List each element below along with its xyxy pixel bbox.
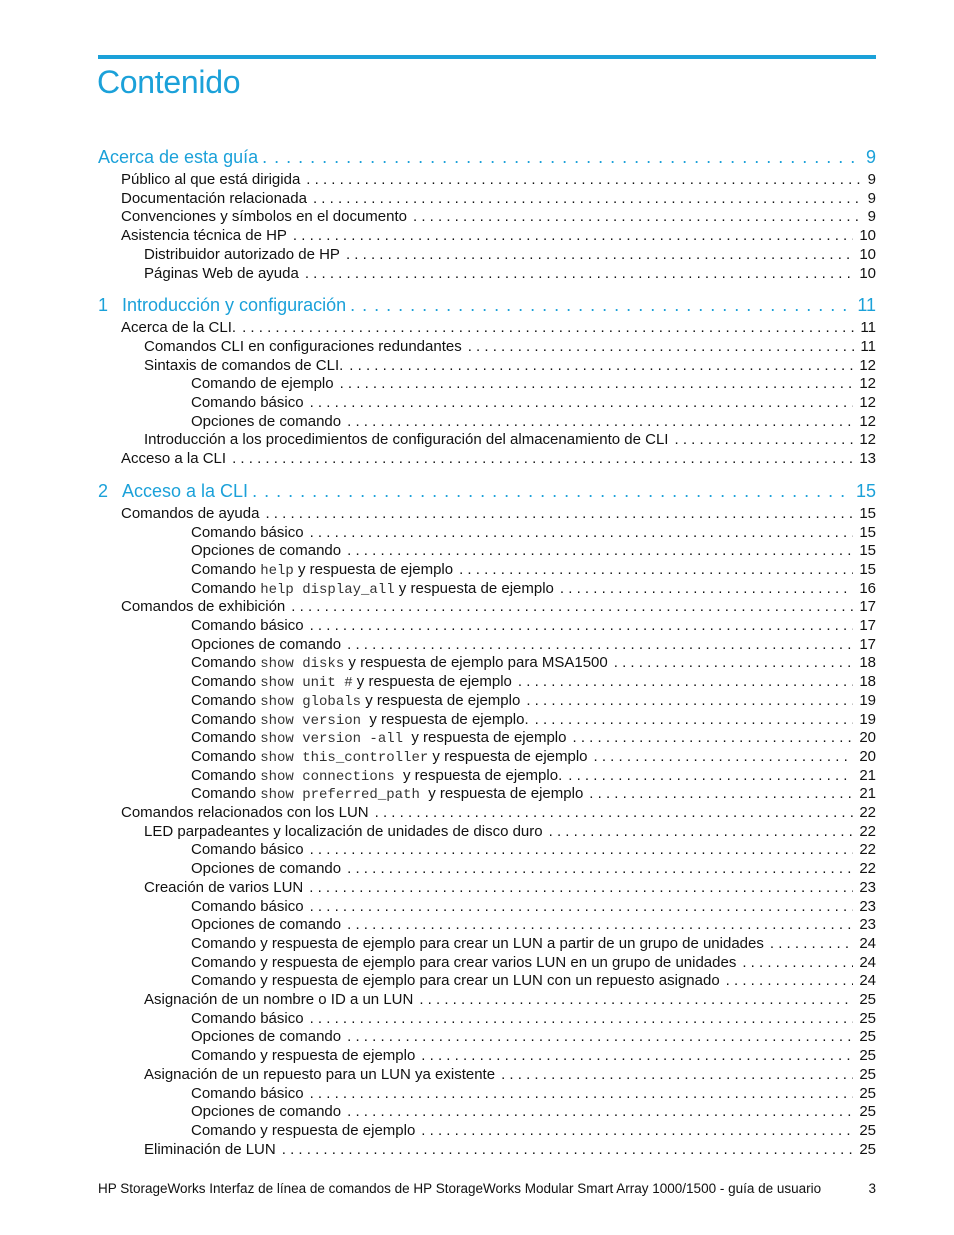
toc-title-text: Comando básico — [191, 841, 304, 859]
toc-entry[interactable] — [191, 394, 876, 413]
toc-page-number: 25 — [859, 1047, 876, 1065]
toc-title-text: Asignación de un repuesto para un LUN ya existente — [144, 1065, 496, 1083]
toc-title-text: y respuesta de ejemplo — [361, 691, 521, 709]
toc-title-text: Comando y respuesta de ejemplo para crear un LUN a partir de un grupo de unidades — [191, 934, 764, 952]
toc-entry[interactable] — [191, 413, 876, 432]
toc-dot-leader — [291, 598, 853, 615]
toc-entry[interactable] — [144, 338, 876, 357]
toc-entry-title — [191, 1085, 304, 1102]
toc-title-text: Comando — [191, 560, 261, 578]
toc-entry-title — [191, 394, 304, 411]
toc-entry[interactable] — [191, 542, 876, 561]
toc-page-number: 24 — [859, 934, 876, 952]
toc-title-text: Comando de ejemplo — [191, 375, 334, 393]
toc-dot-leader — [614, 654, 854, 671]
toc-page-number: 17 — [859, 635, 876, 653]
toc-dot-leader — [742, 954, 853, 971]
toc-dot-leader — [375, 804, 854, 821]
toc-dot-leader — [770, 935, 853, 952]
toc-dot-leader — [305, 265, 853, 282]
toc-dot-leader — [560, 580, 853, 597]
toc-dot-leader — [589, 785, 853, 802]
toc-title-text: Opciones de comando — [191, 1103, 342, 1121]
page-footer — [98, 1181, 876, 1196]
toc-entry[interactable] — [191, 580, 876, 599]
toc-dot-leader — [232, 450, 853, 467]
toc-entry-title — [144, 991, 413, 1008]
toc-entry[interactable] — [191, 1047, 876, 1066]
toc-dot-leader — [340, 375, 854, 392]
toc-page-number: 25 — [859, 1065, 876, 1083]
toc-page-number: 25 — [859, 1140, 876, 1158]
toc-dot-leader — [252, 481, 852, 502]
toc-page-number: 22 — [859, 860, 876, 878]
toc-title-text: LED parpadeantes y localización de unidades de disco duro — [144, 822, 543, 840]
toc-dot-leader — [310, 898, 854, 915]
toc-entry-title — [121, 227, 287, 244]
toc-page-number: 20 — [859, 729, 876, 747]
toc-entry-title — [191, 748, 588, 766]
toc-page-number: 10 — [859, 264, 876, 282]
toc-title-text: Comando básico — [191, 394, 304, 411]
toc-page-number: 12 — [859, 375, 876, 393]
toc-dot-leader — [468, 338, 855, 355]
toc-entry[interactable] — [144, 265, 876, 284]
toc-title-text: Comando básico — [191, 1009, 304, 1027]
toc-chapter-entry[interactable] — [98, 147, 876, 171]
toc-title-text: Comando básico — [191, 1084, 304, 1102]
toc-command-code: show version -all — [260, 731, 404, 748]
toc-page-number: 24 — [859, 953, 876, 971]
toc-page-number: 15 — [859, 560, 876, 578]
toc-dot-leader — [347, 1103, 853, 1120]
toc-title-text: Páginas Web de ayuda — [144, 264, 299, 282]
toc-title-text: Comando y respuesta de ejemplo para crear varios LUN en un grupo de unidades — [191, 953, 737, 971]
toc-entry[interactable] — [191, 1028, 876, 1047]
toc-title-text: Creación de varios LUN — [144, 878, 304, 896]
toc-page-number: 11 — [857, 295, 876, 316]
toc-entry-title — [191, 1010, 304, 1027]
toc-entry-title — [191, 711, 529, 729]
toc-dot-leader — [526, 692, 853, 709]
toc-title-text: Comando básico — [191, 897, 304, 915]
toc-entry[interactable] — [191, 954, 876, 973]
toc-entry-title — [191, 785, 583, 803]
toc-page-number: 23 — [859, 897, 876, 915]
toc-entry[interactable] — [121, 598, 876, 617]
toc-entry-title — [191, 542, 341, 559]
toc-page-number: 18 — [859, 673, 876, 691]
toc-entry[interactable] — [144, 246, 876, 265]
toc-command-code: show connections — [260, 768, 395, 785]
toc-command-code: help — [260, 562, 294, 579]
toc-dot-leader — [347, 860, 853, 877]
toc-title-text: Comando — [191, 785, 261, 803]
toc-dot-leader — [282, 1141, 854, 1158]
toc-dot-leader — [310, 1085, 854, 1102]
toc-entry-title — [144, 431, 668, 448]
toc-entry[interactable] — [191, 561, 876, 580]
toc-page-number: 18 — [859, 654, 876, 672]
toc-page-number: 21 — [859, 766, 876, 784]
toc-title-text: Comando — [191, 579, 261, 597]
toc-page-number: 17 — [859, 617, 876, 634]
toc-entry[interactable] — [144, 431, 876, 450]
toc-entry[interactable] — [121, 319, 876, 338]
toc-entry-title — [191, 654, 608, 672]
footer-page-number: 3 — [868, 1181, 876, 1196]
toc-chapter-number: 1 — [98, 295, 109, 316]
toc-title-text: Comando básico — [191, 617, 304, 634]
toc-entry-title — [191, 972, 720, 989]
toc-title-text: Opciones de comando — [191, 635, 342, 653]
toc-dot-leader — [293, 227, 853, 244]
toc-title-text: Público al que está dirigida — [121, 171, 301, 188]
toc-title-text: Opciones de comando — [191, 916, 342, 934]
toc-title-text: Comando — [191, 766, 261, 784]
toc-page-number: 12 — [859, 394, 876, 411]
toc-entry-title — [191, 1047, 415, 1064]
toc-page-number: 12 — [859, 431, 876, 449]
toc-title-text: Comandos de exhibición — [121, 598, 286, 616]
toc-entry-title — [191, 767, 562, 785]
toc-entry[interactable] — [121, 804, 876, 823]
toc-entry[interactable] — [144, 357, 876, 376]
toc-entry-title — [191, 841, 304, 858]
toc-page-number: 15 — [859, 504, 876, 522]
toc-title-text: Comando — [191, 729, 261, 747]
toc-entry-title — [144, 338, 462, 355]
toc-page-number: 10 — [859, 245, 876, 263]
toc-dot-leader — [349, 357, 853, 374]
toc-chapter-entry[interactable] — [98, 481, 876, 505]
toc-entry[interactable] — [191, 935, 876, 954]
toc-page-number: 9 — [867, 208, 876, 226]
toc-entry-title — [144, 823, 543, 840]
toc-title-text: y respuesta de ejemplo — [419, 785, 584, 803]
toc-dot-leader — [242, 319, 854, 336]
toc-page-number: 25 — [859, 1084, 876, 1102]
toc-dot-leader — [421, 1047, 853, 1064]
toc-title-text: Opciones de comando — [191, 860, 342, 878]
toc-title-text: y respuesta de ejemplo — [403, 729, 567, 747]
toc-dot-leader — [313, 190, 862, 207]
toc-page-number: 10 — [859, 227, 876, 245]
toc-page-number: 19 — [859, 710, 876, 728]
toc-page-number: 17 — [859, 598, 876, 616]
toc-entry[interactable] — [191, 916, 876, 935]
toc-entry[interactable] — [191, 729, 876, 748]
toc-title-text: Comando — [191, 710, 261, 728]
toc-title-text: Comando básico — [191, 523, 304, 541]
toc-command-code: show preferred_path — [260, 787, 420, 804]
toc-entry[interactable] — [191, 785, 876, 804]
toc-entry-title — [121, 505, 259, 522]
toc-page-number: 16 — [859, 579, 876, 597]
toc-entry-title — [121, 171, 300, 188]
toc-entry-title — [98, 147, 258, 168]
toc-dot-leader — [459, 561, 853, 578]
toc-title-text: Sintaxis de comandos de CLI. — [144, 356, 344, 374]
toc-title-text: Comando y respuesta de ejemplo — [191, 1047, 416, 1065]
toc-entry-title — [191, 860, 341, 877]
toc-title-text: Comando — [191, 673, 261, 691]
toc-command-code: help display_all — [260, 581, 395, 598]
toc-page-number: 9 — [865, 147, 876, 167]
toc-page-number: 12 — [859, 412, 876, 430]
toc-title-text: Asistencia técnica de HP — [121, 227, 287, 245]
toc-command-code: show this_controller — [260, 749, 429, 766]
toc-chapter-number: 2 — [98, 480, 109, 501]
toc-entry-title — [122, 481, 248, 502]
toc-entry-title — [191, 1122, 415, 1139]
toc-entry[interactable] — [144, 823, 876, 842]
toc-title-text: Eliminación de LUN — [144, 1140, 276, 1158]
toc-dot-leader — [309, 879, 853, 896]
toc-page-number: 20 — [859, 747, 876, 765]
toc-title-text: Asignación de un nombre o ID a un LUN — [144, 991, 414, 1008]
toc-dot-leader — [347, 1028, 853, 1045]
toc-command-code: show unit # — [260, 675, 353, 692]
toc-page-number: 15 — [859, 542, 876, 560]
toc-entry-title — [144, 357, 343, 374]
toc-entry[interactable] — [191, 711, 876, 730]
toc-title-text: Comando — [191, 691, 261, 709]
toc-title-text: Comandos de ayuda — [121, 504, 260, 522]
toc-dot-leader — [262, 147, 862, 168]
toc-title-text: Acerca de esta guía — [98, 147, 259, 167]
toc-entry-title — [144, 879, 303, 896]
toc-title-text: y respuesta de ejemplo — [293, 560, 454, 578]
toc-entry[interactable] — [191, 654, 876, 673]
toc-command-code: show disks — [260, 656, 345, 673]
toc-page-number: 15 — [855, 480, 876, 501]
toc-entry-title — [122, 295, 346, 316]
toc-page-number: 25 — [859, 1009, 876, 1027]
toc-title-text: Comando y respuesta de ejemplo para crear un LUN con un repuesto asignado — [191, 972, 720, 990]
toc-entry[interactable] — [191, 748, 876, 767]
toc-entry[interactable] — [144, 879, 876, 898]
toc-entry-title — [191, 673, 512, 691]
toc-entry-title — [191, 617, 304, 634]
toc-title-text: Distribuidor autorizado de HP — [144, 245, 340, 263]
toc-entry-title — [191, 935, 764, 952]
toc-dot-leader — [501, 1066, 853, 1083]
toc-dot-leader — [310, 394, 854, 411]
toc-title-text: y respuesta de ejemplo — [352, 673, 512, 691]
toc-title-text: Comandos CLI en configuraciones redundantes — [144, 337, 462, 355]
toc-dot-leader — [572, 729, 853, 746]
toc-entry[interactable] — [191, 841, 876, 860]
toc-entry-title — [191, 729, 566, 747]
toc-entry[interactable] — [191, 860, 876, 879]
toc-entry-title — [191, 898, 304, 915]
toc-title-text: Comandos relacionados con los LUN — [121, 804, 369, 821]
toc-dot-leader — [726, 972, 854, 989]
toc-dot-leader — [347, 636, 853, 653]
toc-entry-title — [191, 636, 341, 653]
toc-entry-title — [191, 375, 334, 392]
toc-dot-leader — [518, 673, 853, 690]
toc-title-text: y respuesta de ejemplo — [428, 747, 588, 765]
toc-entry-title — [121, 190, 307, 207]
toc-entry[interactable] — [191, 972, 876, 991]
toc-title-text: Introducción a los procedimientos de configuración del almacenamiento de CLI — [144, 431, 669, 449]
toc-page-number: 24 — [859, 972, 876, 990]
toc-title-text: y respuesta de ejemplo. — [361, 710, 529, 728]
toc-entry[interactable] — [191, 617, 876, 636]
toc-page-number: 22 — [859, 841, 876, 859]
toc-entry-title — [121, 450, 226, 467]
toc-entry[interactable] — [191, 692, 876, 711]
toc-entry[interactable] — [191, 1010, 876, 1029]
toc-title-text: Acceso a la CLI — [121, 450, 227, 468]
toc-title-text: Opciones de comando — [191, 1028, 342, 1046]
toc-chapter-entry[interactable] — [98, 295, 876, 319]
toc-title-text: Documentación relacionada — [121, 189, 307, 207]
toc-dot-leader — [310, 841, 854, 858]
toc-entry[interactable] — [191, 673, 876, 692]
toc-dot-leader — [413, 208, 862, 225]
toc-entry[interactable] — [191, 636, 876, 655]
toc-page-number: 23 — [859, 878, 876, 896]
toc-dot-leader — [350, 295, 853, 316]
toc-dot-leader — [310, 524, 854, 541]
toc-title-text: Acceso a la CLI — [122, 480, 249, 501]
toc-title-text: y respuesta de ejemplo para MSA1500 — [344, 654, 608, 672]
toc-title-text: y respuesta de ejemplo. — [394, 766, 563, 784]
toc-entry[interactable] — [191, 898, 876, 917]
toc-dot-leader — [347, 916, 853, 933]
toc-entry[interactable] — [121, 505, 876, 524]
toc-dot-leader — [347, 413, 853, 430]
toc-page-number: 9 — [867, 171, 876, 188]
toc-entry-title — [144, 265, 299, 282]
toc-page-number: 22 — [859, 804, 876, 821]
toc-dot-leader — [310, 1010, 854, 1027]
toc-entry-title — [144, 246, 340, 263]
toc-entry-title — [191, 1028, 341, 1045]
toc-command-code: show version — [260, 712, 362, 729]
toc-entry-title — [191, 1103, 341, 1120]
toc-dot-leader — [306, 171, 861, 188]
toc-title-text: Acerca de la CLI. — [121, 319, 237, 337]
toc-entry-title — [191, 692, 520, 710]
toc-title-text: Introducción y configuración — [122, 295, 347, 316]
toc-entry[interactable] — [191, 375, 876, 394]
toc-entry-title — [191, 524, 304, 541]
toc-page-number: 11 — [860, 337, 876, 355]
toc-dot-leader — [265, 505, 853, 522]
toc-title-text: Opciones de comando — [191, 542, 342, 560]
toc-page-number: 22 — [859, 822, 876, 840]
toc-title-text: y respuesta de ejemplo — [394, 579, 554, 597]
toc-page-number: 13 — [859, 450, 876, 468]
toc-entry[interactable] — [144, 1066, 876, 1085]
toc-dot-leader — [568, 767, 853, 784]
toc-title-text: Convenciones y símbolos en el documento — [121, 208, 407, 226]
toc-title-text: Comando — [191, 654, 261, 672]
toc-entry[interactable] — [144, 991, 876, 1010]
toc-page-number: 25 — [859, 1028, 876, 1046]
toc-page-number: 15 — [859, 523, 876, 541]
toc-entry-title — [121, 208, 407, 225]
toc-page-number: 21 — [859, 785, 876, 803]
toc-entry[interactable] — [121, 227, 876, 246]
toc-dot-leader — [594, 748, 854, 765]
toc-title-text: Comando y respuesta de ejemplo — [191, 1121, 416, 1139]
toc-dot-leader — [347, 542, 853, 559]
toc-page-number: 11 — [860, 319, 876, 337]
toc-page-number: 25 — [859, 1103, 876, 1121]
toc-dot-leader — [674, 431, 853, 448]
toc-entry[interactable] — [191, 1122, 876, 1141]
toc-entry[interactable] — [191, 767, 876, 786]
toc-dot-leader — [310, 617, 854, 634]
toc-entry[interactable] — [191, 1085, 876, 1104]
toc-entry-title — [121, 598, 285, 615]
toc-entry[interactable] — [191, 524, 876, 543]
toc-entry-title — [121, 804, 369, 821]
toc-entry[interactable] — [121, 450, 876, 469]
page-title: Contenido — [97, 64, 241, 100]
toc-entry-title — [191, 561, 453, 579]
toc-page-number: 9 — [867, 189, 876, 207]
toc-page-number: 19 — [859, 691, 876, 709]
toc-entry[interactable] — [191, 1103, 876, 1122]
toc-page-number: 12 — [859, 356, 876, 374]
toc-entry[interactable] — [144, 1141, 876, 1160]
toc-page-number: 25 — [859, 991, 876, 1008]
toc-entry[interactable] — [121, 208, 876, 227]
toc-entry-title — [191, 413, 341, 430]
toc-entry-title — [144, 1066, 495, 1083]
toc-dot-leader — [346, 246, 853, 263]
toc-entry[interactable] — [121, 190, 876, 209]
toc-entry-title — [191, 916, 341, 933]
toc-page-number: 25 — [859, 1121, 876, 1139]
toc-dot-leader — [419, 991, 853, 1008]
toc-dot-leader — [549, 823, 854, 840]
toc-entry-title — [144, 1141, 276, 1158]
toc-dot-leader — [421, 1122, 853, 1139]
toc-title-text: Comando — [191, 747, 261, 765]
toc-entry[interactable] — [121, 171, 876, 190]
toc-page-number: 23 — [859, 916, 876, 934]
footer-text: HP StorageWorks Interfaz de línea de comandos de HP StorageWorks Modular Smart Array 1000/1500 - guía de usuario — [98, 1181, 822, 1196]
toc-entry-title — [191, 954, 736, 971]
toc-title-text: Opciones de comando — [191, 412, 342, 430]
toc-dot-leader — [535, 711, 854, 728]
toc-entry-title — [191, 580, 554, 598]
toc-command-code: show globals — [260, 693, 362, 710]
toc-entry-title — [121, 319, 236, 336]
